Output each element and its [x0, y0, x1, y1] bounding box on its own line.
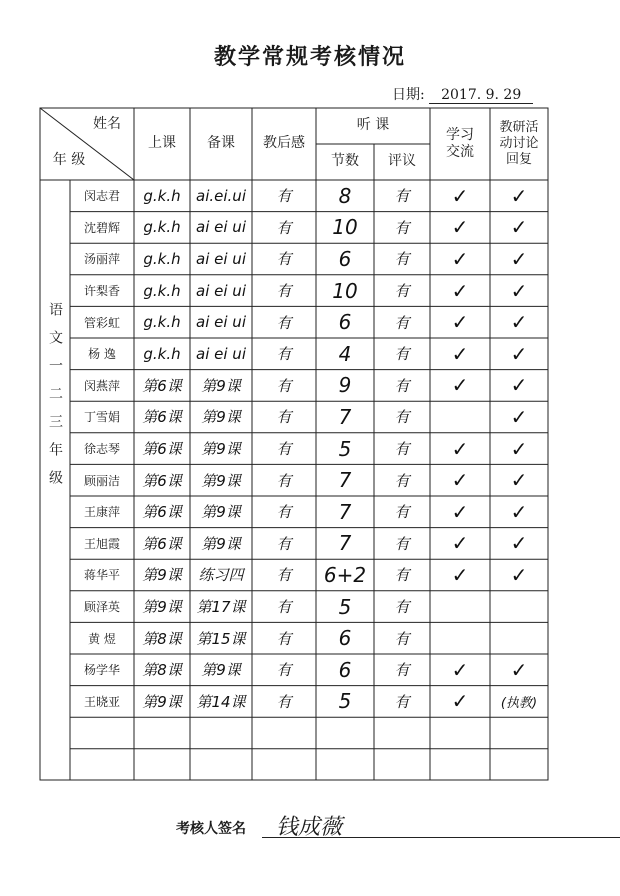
- cell-jiaoyan: ✓: [510, 531, 528, 556]
- cell-name: [70, 749, 134, 781]
- cell-jieshu: 7: [338, 404, 352, 429]
- cell-beike: 第15课: [196, 629, 246, 648]
- cell-beike: [190, 749, 252, 781]
- cell-jieshu: 8: [338, 183, 352, 208]
- cell-name: 管彩虹: [83, 315, 120, 330]
- cell-jhg: 有: [276, 313, 292, 332]
- cell-jiaoyan: ✓: [510, 215, 528, 240]
- cell-jhg: 有: [276, 471, 292, 490]
- date-value: 2017. 9. 29: [429, 87, 533, 104]
- page-title: 教学常规考核情况: [213, 44, 406, 70]
- cell-pingyi: 有: [394, 440, 410, 459]
- signature-label: 考核人签名: [176, 821, 246, 837]
- cell-jieshu: 6: [338, 657, 352, 682]
- cell-pingyi: 有: [394, 503, 410, 522]
- cell-jiaoyan: ✓: [510, 246, 528, 271]
- cell-jiaoyan: ✓: [510, 468, 528, 493]
- cell-pingyi: 有: [394, 313, 410, 332]
- cell-shangke: 第6课: [142, 534, 182, 553]
- cell-shangke: 第6课: [142, 408, 182, 427]
- cell-jhg: 有: [276, 692, 292, 711]
- cell-jieshu: 6: [338, 310, 352, 335]
- cell-jiaoyan: [490, 717, 548, 749]
- cell-beike: 第14课: [196, 692, 246, 711]
- cell-jiaoyan: ✓: [510, 404, 528, 429]
- cell-name: 顾丽洁: [83, 473, 120, 488]
- cell-jhg: 有: [276, 598, 292, 617]
- cell-shangke: 第6课: [142, 471, 182, 490]
- cell-beike: 第9课: [201, 661, 241, 680]
- cell-jiaoyan: ✓: [510, 657, 528, 682]
- cell-jhg: 有: [276, 629, 292, 648]
- cell-pingyi: 有: [394, 187, 410, 206]
- cell-jieshu: 7: [338, 531, 352, 556]
- cell-xuexi: ✓: [451, 215, 469, 240]
- cell-pingyi: 有: [394, 692, 410, 711]
- cell-jiaoyan: ✓: [510, 499, 528, 524]
- cell-shangke: 第9课: [142, 692, 182, 711]
- cell-jieshu: 6+2: [323, 562, 367, 587]
- cell-xuexi: ✓: [451, 278, 469, 303]
- cell-xuexi: [430, 749, 490, 781]
- cell-jiaoyan: ✓: [510, 562, 528, 587]
- cell-jieshu: [316, 749, 374, 781]
- cell-shangke: 第9课: [142, 566, 182, 585]
- cell-jieshu: 5: [338, 436, 352, 461]
- cell-pingyi: 有: [394, 376, 410, 395]
- cell-jiaoyan: ✓: [510, 278, 528, 303]
- cell-pingyi: 有: [394, 629, 410, 648]
- header-name: 姓名: [93, 116, 121, 133]
- cell-name: 王旭霞: [83, 536, 120, 551]
- cell-pingyi: [374, 749, 430, 781]
- cell-jhg: 有: [276, 187, 292, 206]
- cell-jiaoyan: ✓: [510, 183, 528, 208]
- date-label: 日期:: [392, 87, 425, 103]
- cell-beike: 第9课: [201, 503, 241, 522]
- cell-pingyi: 有: [394, 250, 410, 269]
- cell-jiaoyan: ✓: [510, 341, 528, 366]
- cell-jhg: 有: [276, 408, 292, 427]
- cell-shangke: 第6课: [142, 376, 182, 395]
- cell-jiaoyan: (执教): [500, 695, 538, 711]
- header-pingyi: 评议: [388, 153, 416, 170]
- cell-jiaoyan: ✓: [510, 373, 528, 398]
- cell-name: 徐志琴: [83, 442, 120, 457]
- cell-name: 沈碧辉: [83, 220, 120, 235]
- cell-beike: 第9课: [201, 408, 241, 427]
- cell-beike: 第9课: [201, 534, 241, 553]
- cell-shangke: 第9课: [142, 598, 182, 617]
- cell-pingyi: 有: [394, 218, 410, 237]
- header-shangke: 上课: [148, 135, 176, 152]
- cell-jhg: 有: [276, 282, 292, 301]
- cell-jieshu: 6: [338, 626, 352, 651]
- cell-beike: ai ei ui: [196, 249, 246, 268]
- cell-jhg: 有: [276, 661, 292, 680]
- cell-jieshu: 9: [338, 373, 352, 398]
- cell-xuexi: ✓: [451, 468, 469, 493]
- cell-jiaoyan: ✓: [510, 310, 528, 335]
- cell-name: 许梨香: [83, 284, 120, 299]
- cell-pingyi: 有: [394, 598, 410, 617]
- cell-jieshu: 7: [338, 499, 352, 524]
- cell-jiaoyan: ✓: [510, 436, 528, 461]
- cell-name: 丁雪娟: [83, 410, 120, 425]
- cell-jhg: 有: [276, 376, 292, 395]
- header-xuexi: 学习 交流: [446, 126, 474, 160]
- cell-shangke: g.k.h: [143, 186, 181, 205]
- header-jiaohougan: 教后感: [263, 135, 305, 152]
- cell-jieshu: 5: [338, 689, 352, 714]
- signature-block: [176, 815, 343, 840]
- cell-beike: 第17课: [196, 598, 246, 617]
- cell-xuexi: [430, 717, 490, 749]
- cell-name: 王康萍: [83, 505, 120, 520]
- cell-shangke: 第8课: [142, 629, 182, 648]
- cell-shangke: g.k.h: [143, 313, 181, 332]
- cell-xuexi: ✓: [451, 341, 469, 366]
- cell-name: 王晓亚: [83, 694, 120, 709]
- signature-handwriting: 钱成薇: [276, 815, 343, 840]
- cell-xuexi: ✓: [451, 183, 469, 208]
- cell-jieshu: 5: [338, 594, 352, 619]
- cell-xuexi: ✓: [451, 436, 469, 461]
- cell-beike: ai ei ui: [196, 218, 246, 237]
- signature-line: [262, 837, 620, 838]
- cell-beike: 第9课: [201, 376, 241, 395]
- cell-xuexi: [430, 401, 490, 433]
- cell-xuexi: ✓: [451, 246, 469, 271]
- grade-label: 语文一二三年级: [47, 302, 63, 498]
- cell-xuexi: ✓: [451, 531, 469, 556]
- cell-shangke: g.k.h: [143, 281, 181, 300]
- cell-xuexi: ✓: [451, 499, 469, 524]
- cell-jieshu: 10: [332, 278, 358, 303]
- cell-name: 蒋华平: [83, 568, 120, 583]
- cell-jieshu: [316, 717, 374, 749]
- header-tingke: 听 课: [356, 117, 390, 134]
- cell-xuexi: ✓: [451, 373, 469, 398]
- cell-name: 顾泽英: [83, 600, 120, 615]
- cell-jhg: 有: [276, 345, 292, 364]
- cell-beike: ai ei ui: [196, 281, 246, 300]
- cell-shangke: g.k.h: [143, 344, 181, 363]
- cell-jhg: [252, 749, 316, 781]
- cell-shangke: 第6课: [142, 440, 182, 459]
- cell-xuexi: ✓: [451, 562, 469, 587]
- cell-beike: 第9课: [201, 440, 241, 459]
- header-jiaoyan: 教研活 动讨论 回复: [499, 119, 539, 168]
- cell-beike: 第9课: [201, 471, 241, 490]
- cell-beike: [190, 717, 252, 749]
- cell-xuexi: ✓: [451, 310, 469, 335]
- cell-shangke: 第6课: [142, 503, 182, 522]
- cell-pingyi: 有: [394, 534, 410, 553]
- cell-jieshu: 7: [338, 468, 352, 493]
- cell-xuexi: [430, 591, 490, 623]
- cell-shangke: [134, 749, 190, 781]
- cell-jhg: 有: [276, 218, 292, 237]
- cell-beike: 练习四: [198, 566, 244, 585]
- cell-jhg: 有: [276, 503, 292, 522]
- cell-jiaoyan: [490, 591, 548, 623]
- cell-jiaoyan: [490, 622, 548, 654]
- cell-xuexi: [430, 622, 490, 654]
- cell-name: 黄 煜: [88, 631, 116, 646]
- cell-jhg: [252, 717, 316, 749]
- header-beike: 备课: [207, 135, 235, 152]
- cell-pingyi: 有: [394, 661, 410, 680]
- cell-pingyi: 有: [394, 282, 410, 301]
- header-jieshu: 节数: [331, 153, 359, 170]
- cell-pingyi: 有: [394, 408, 410, 427]
- cell-shangke: 第8课: [142, 661, 182, 680]
- cell-jiaoyan: [490, 749, 548, 781]
- cell-name: 闵燕萍: [83, 378, 120, 393]
- cell-pingyi: 有: [394, 345, 410, 364]
- cell-jieshu: 4: [338, 341, 352, 366]
- cell-shangke: [134, 717, 190, 749]
- cell-pingyi: [374, 717, 430, 749]
- cell-jhg: 有: [276, 534, 292, 553]
- cell-shangke: g.k.h: [143, 218, 181, 237]
- header-grade: 年 级: [52, 152, 86, 169]
- cell-beike: ai ei ui: [196, 344, 246, 363]
- cell-jieshu: 10: [332, 215, 358, 240]
- cell-xuexi: ✓: [451, 657, 469, 682]
- cell-beike: ai ei ui: [196, 313, 246, 332]
- cell-pingyi: 有: [394, 566, 410, 585]
- cell-name: 汤丽萍: [83, 252, 120, 267]
- cell-name: 闵志君: [83, 189, 120, 204]
- cell-jieshu: 6: [338, 246, 352, 271]
- cell-pingyi: 有: [394, 471, 410, 490]
- cell-jhg: 有: [276, 566, 292, 585]
- cell-name: [70, 717, 134, 749]
- cell-jhg: 有: [276, 440, 292, 459]
- cell-name: 杨 逸: [88, 347, 116, 362]
- cell-name: 杨学华: [83, 663, 120, 678]
- cell-xuexi: ✓: [451, 689, 469, 714]
- cell-beike: ai.ei.ui: [196, 186, 246, 205]
- cell-shangke: g.k.h: [143, 249, 181, 268]
- cell-jhg: 有: [276, 250, 292, 269]
